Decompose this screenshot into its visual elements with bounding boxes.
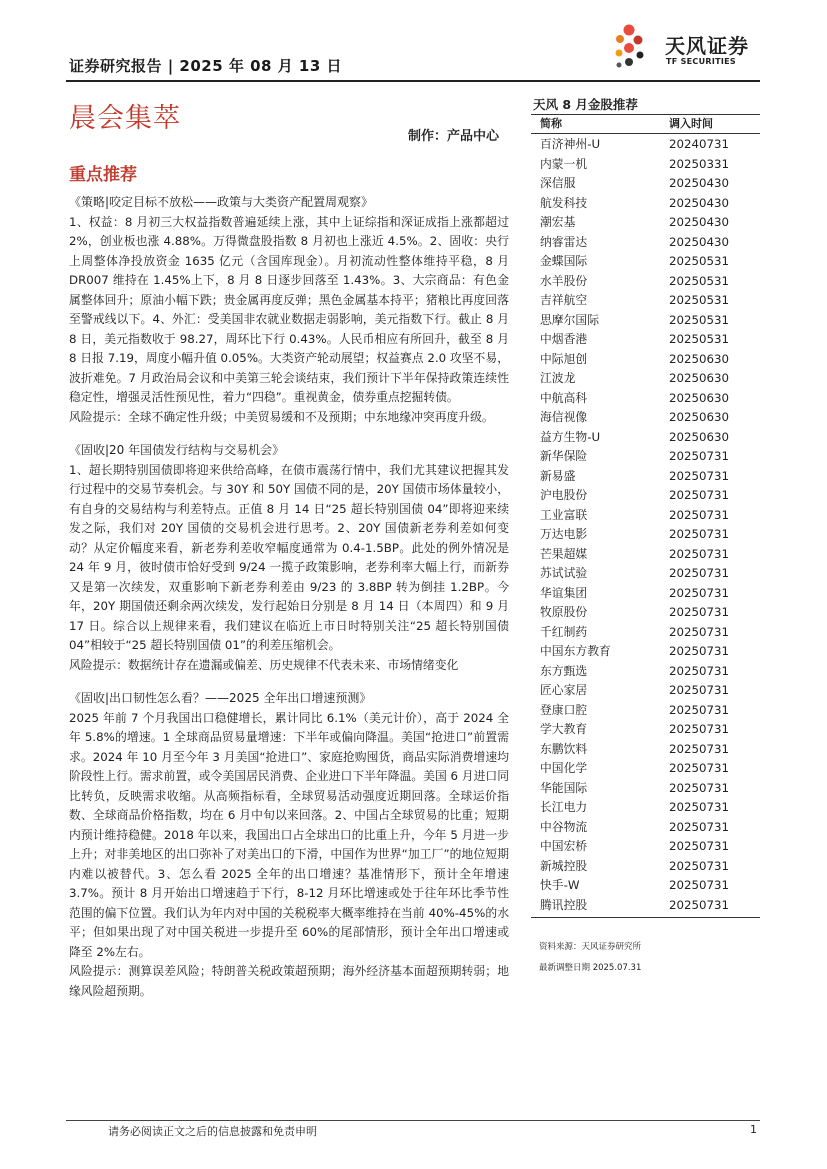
stock-name: 万达电影 bbox=[540, 527, 588, 541]
stock-row bbox=[531, 779, 760, 799]
stock-date: 20250731 bbox=[669, 468, 730, 483]
stock-date: 20250731 bbox=[669, 722, 730, 736]
stock-row bbox=[531, 584, 760, 604]
stock-row bbox=[531, 740, 760, 760]
stock-row bbox=[531, 486, 760, 506]
stock-row bbox=[531, 350, 760, 370]
stock-date: 20250731 bbox=[669, 449, 730, 463]
stock-date: 20250531 bbox=[669, 293, 730, 307]
stock-date: 20250731 bbox=[669, 897, 730, 912]
stock-row bbox=[531, 311, 760, 331]
stock-name: 思摩尔国际 bbox=[540, 312, 599, 327]
stock-row bbox=[531, 213, 760, 233]
article-title[interactable]: 《固收|20 年国债发行结构与交易机会》 bbox=[69, 443, 285, 457]
stock-row bbox=[531, 837, 760, 857]
stock-date: 20250731 bbox=[669, 527, 730, 541]
stock-name: 内蒙一机 bbox=[540, 156, 588, 171]
stock-row bbox=[531, 135, 760, 155]
stock-name: 华谊集团 bbox=[540, 585, 588, 600]
stock-date: 20250331 bbox=[669, 156, 730, 171]
stock-date: 20250731 bbox=[669, 624, 730, 639]
stock-name: 中国宏桥 bbox=[540, 839, 588, 853]
stock-name: 新华保险 bbox=[540, 449, 588, 463]
stock-date: 20250731 bbox=[669, 644, 730, 658]
stock-date: 20250731 bbox=[669, 702, 730, 717]
stock-date: 20240731 bbox=[669, 137, 730, 151]
stock-date: 20250531 bbox=[669, 312, 730, 327]
stock-name: 中烟香港 bbox=[540, 332, 588, 346]
stock-name: 苏试试验 bbox=[540, 566, 588, 580]
stock-date: 20250731 bbox=[669, 585, 730, 600]
stock-row bbox=[531, 857, 760, 877]
stock-row bbox=[531, 155, 760, 175]
stock-date: 20250731 bbox=[669, 507, 730, 522]
stock-row bbox=[531, 525, 760, 545]
column-header-name: 简称 bbox=[540, 117, 562, 130]
stock-row bbox=[531, 662, 760, 682]
stock-row bbox=[531, 701, 760, 721]
author-label: 制作：产品中心 bbox=[408, 129, 500, 144]
stock-date: 20250731 bbox=[669, 488, 730, 502]
risk-warning: 风险提示：测算误差风险；特朗普关税政策超预期；海外经济基本面超预期转弱；地缘风险超预期。 bbox=[69, 964, 509, 998]
stock-name: 海信视像 bbox=[540, 410, 588, 424]
main-content bbox=[69, 193, 509, 1015]
stock-row bbox=[531, 506, 760, 526]
stock-date: 20250630 bbox=[669, 351, 730, 366]
stock-row bbox=[531, 389, 760, 409]
stock-date: 20250731 bbox=[669, 663, 730, 678]
stock-picks-sidebar bbox=[531, 96, 760, 918]
stock-date: 20250430 bbox=[669, 215, 730, 229]
stock-name: 江波龙 bbox=[540, 371, 576, 385]
stock-row bbox=[531, 447, 760, 467]
stock-row bbox=[531, 272, 760, 292]
page-number: 1 bbox=[750, 1123, 757, 1136]
stock-date: 20250731 bbox=[669, 878, 730, 892]
stock-row bbox=[531, 818, 760, 838]
stock-date: 20250430 bbox=[669, 234, 730, 249]
disclaimer-text: 请务必阅读正文之后的信息披露和免责申明 bbox=[108, 1125, 317, 1138]
stock-date: 20250731 bbox=[669, 683, 730, 697]
stock-row bbox=[531, 876, 760, 896]
stock-date: 20250731 bbox=[669, 780, 730, 795]
stock-name: 潮宏基 bbox=[540, 215, 576, 229]
stock-row bbox=[531, 623, 760, 643]
stock-date: 20250630 bbox=[669, 429, 730, 444]
stock-date: 20250630 bbox=[669, 390, 730, 405]
stock-row bbox=[531, 252, 760, 272]
stock-row bbox=[531, 408, 760, 428]
stock-name: 千红制药 bbox=[540, 624, 588, 639]
stock-date: 20250430 bbox=[669, 176, 730, 190]
stock-row bbox=[531, 545, 760, 565]
stock-row bbox=[531, 798, 760, 818]
stock-name: 益方生物-U bbox=[540, 429, 601, 444]
stock-row bbox=[531, 603, 760, 623]
page-title: 晨会集萃 bbox=[69, 103, 181, 134]
stock-name: 牧原股份 bbox=[540, 605, 588, 619]
logo-mark-icon bbox=[616, 25, 644, 68]
stock-name: 沪电股份 bbox=[540, 488, 588, 502]
stock-name: 中谷物流 bbox=[540, 819, 588, 834]
stock-row bbox=[531, 759, 760, 779]
stock-date: 20250731 bbox=[669, 800, 730, 814]
stock-name: 东方甄选 bbox=[540, 663, 588, 678]
stock-date: 20250630 bbox=[669, 371, 730, 385]
article-paragraph: 1、权益：8 月初三大权益指数普遍延续上涨，其中上证综指和深证成指上涨都超过 2%，创业板也涨 4.88%。万得微盘股指数 8 月初也上涨近 4.5%。2、固收：央行上周整体净投放资金 1635 亿元（含国库现金）。月初流动性整体维持平稳，8 月 DR007 维持在 1.45%上下，8 月 8 日逐步回落至 1.43%。3、大宗商品：有色金属整体回升；原油小幅下跌；贵金属再度反弹；黑色金属基本持平；猪粮比再度回落至警戒线以下。4、外汇：受美国非农就业数据走弱影响，美元指数下行。截止 8 月 8 日，美元指数收于 98.27，周环比下行 0.43%。人民币相应有所回升，截至 8 月 8 日报 7.19，周度小幅升值 0.05%。大类资产轮动展望；权益赛点 2.0 攻坚不易，波折难免。7 月政治局会议和中美第三轮会谈结束，我们预计下半年保持政策连续性稳定性，增强灵活性预见性，着力“四稳”。重视黄金，债券重点挖掘转债。 bbox=[69, 214, 509, 404]
footer-divider bbox=[66, 1120, 760, 1121]
stock-name: 新城控股 bbox=[540, 858, 588, 873]
stock-row bbox=[531, 291, 760, 311]
stock-name: 腾讯控股 bbox=[540, 897, 588, 912]
stock-row bbox=[531, 681, 760, 701]
stock-name: 工业富联 bbox=[540, 507, 588, 522]
stock-table bbox=[531, 134, 760, 918]
stock-name: 吉祥航空 bbox=[540, 293, 588, 307]
stock-row bbox=[531, 369, 760, 389]
stock-row bbox=[531, 233, 760, 253]
stock-name: 匠心家居 bbox=[540, 683, 588, 697]
sidebar-title: 天风 8 月金股推荐 bbox=[531, 96, 760, 115]
last-updated-note: 最新调整日期 2025.07.31 bbox=[539, 963, 642, 973]
stock-name: 登康口腔 bbox=[540, 702, 588, 717]
stock-name: 长江电力 bbox=[540, 800, 588, 814]
stock-name: 金蝶国际 bbox=[540, 254, 588, 268]
article-paragraph: 1、超长期特别国债即将迎来供给高峰，在债市震荡行情中，我们尤其建议把握其发行过程中的交易节奏机会。与 30Y 和 50Y 国债不同的是，20Y 国债市场体量较小，有自身的交易结构与利差特点。正值 8 月 14 日“25 超长特别国债 04”即将迎来续发之际，我们对 20Y 国债的交易机会进行思考。2、20Y 国债新老券利差如何变动？从定价幅度来看，新老券利差收窄幅度通常为 0.4-1.5BP。此处的例外情况是 24 年 9 月，彼时债市恰好受到 9/24 一揽子政策影响，老券利率大幅上行，而新券又是第一次续发，双重影响下新老券利差由 9/23 的 3.8BP 转为倒挂 1.2BP。今年，20Y 期国债还剩余两次续发，发行起始日分别是 8 月 14 日（本周四）和 9 月 17 日。综合以上规律来看，我们建议在临近上市日时特别关注“25 超长特别国债 04”相较于“25 超长特别国债 01”的利差压缩机会。 bbox=[69, 462, 509, 652]
stock-row bbox=[531, 564, 760, 584]
stock-date: 20250731 bbox=[669, 858, 730, 873]
stock-name: 中国化学 bbox=[540, 761, 588, 775]
stock-date: 20250731 bbox=[669, 741, 730, 756]
stock-date: 20250731 bbox=[669, 839, 730, 853]
stock-name: 学大教育 bbox=[540, 722, 588, 736]
report-header-label: 证券研究报告 | 2025 年 08 月 13 日 bbox=[69, 57, 343, 75]
risk-warning: 风险提示：全球不确定性升级；中美贸易缓和不及预期；中东地缘冲突再度升级。 bbox=[69, 409, 494, 424]
risk-warning: 风险提示：数据统计存在遗漏或偏差、历史规律不代表未来、市场情绪变化 bbox=[69, 657, 459, 672]
stock-row bbox=[531, 896, 760, 916]
stock-date: 20250531 bbox=[669, 332, 730, 346]
stock-table-header bbox=[531, 115, 760, 134]
stock-date: 20250630 bbox=[669, 410, 730, 424]
stock-row bbox=[531, 467, 760, 487]
stock-name: 深信服 bbox=[540, 176, 576, 190]
stock-name: 航发科技 bbox=[540, 195, 588, 210]
stock-name: 华能国际 bbox=[540, 780, 588, 795]
article-strategy bbox=[69, 193, 509, 427]
header-divider bbox=[66, 80, 760, 82]
stock-name: 芒果超媒 bbox=[540, 546, 588, 561]
stock-date: 20250430 bbox=[669, 195, 730, 210]
stock-date: 20250531 bbox=[669, 254, 730, 268]
article-fixed-income-bonds bbox=[69, 441, 509, 675]
stock-row bbox=[531, 330, 760, 350]
stock-date: 20250731 bbox=[669, 546, 730, 561]
article-title[interactable]: 《策略|咬定目标不放松——政策与大类资产配置周观察》 bbox=[69, 195, 374, 209]
stock-date: 20250531 bbox=[669, 273, 730, 288]
stock-name: 中际旭创 bbox=[540, 351, 588, 366]
stock-name: 新易盛 bbox=[540, 468, 576, 483]
stock-date: 20250731 bbox=[669, 819, 730, 834]
stock-name: 快手-W bbox=[540, 878, 580, 892]
data-source-note: 资料来源：天风证券研究所 bbox=[539, 942, 642, 952]
logo-text: 天风证券 bbox=[665, 34, 749, 58]
stock-date: 20250731 bbox=[669, 605, 730, 619]
stock-date: 20250731 bbox=[669, 761, 730, 775]
stock-name: 东鹏饮料 bbox=[540, 741, 588, 756]
article-fixed-income-exports bbox=[69, 689, 509, 1001]
stock-date: 20250731 bbox=[669, 566, 730, 580]
stock-row bbox=[531, 428, 760, 448]
stock-row bbox=[531, 642, 760, 662]
column-header-date: 调入时间 bbox=[669, 117, 713, 130]
stock-name: 纳睿雷达 bbox=[540, 234, 588, 249]
logo-subtext: TF SECURITIES bbox=[666, 57, 736, 66]
section-title: 重点推荐 bbox=[69, 165, 137, 185]
stock-row bbox=[531, 194, 760, 214]
stock-row bbox=[531, 174, 760, 194]
stock-name: 水羊股份 bbox=[540, 273, 588, 288]
stock-row bbox=[531, 720, 760, 740]
article-paragraph: 2025 年前 7 个月我国出口稳健增长，累计同比 6.1%（美元计价），高于 2024 全年 5.8%的增速。1 全球商品贸易量增速：下半年或偏向降温。美国“抢进口”前置需求。2024 年 10 月至今年 3 月美国“抢进口”、家庭抢购囤货，商品实际消费增速均阶段性上行。需求前置，或令美国居民消费、企业进口下半年降温。美国 6 月进口同比转负，反映需求收缩。从高频指标看，全球贸易活动强度近期回落。全球运价指数、全球商品价格指数，均在 6 月中旬以来回落。2、中国占全球贸易的比重；短期内预计维持稳健。2018 年以来，我国出口占全球出口的比重上升，今年 5 月进一步上升；对非美地区的出口弥补了对美出口的下滑，中国作为世界“加工厂”的地位短期内难以被替代。3、怎么看 2025 全年的出口增速？基准情形下，预计全年增速 3.7%。预计 8 月开始出口增速趋于下行，8-12 月环比增速或处于往年环比季节性范围的偏下位置。我们认为年内对中国的关税税率大概率维持在当前 40%-45%的水平；但如果出现了对中国关税进一步提升至 60%的尾部情形，预计全年出口增速或降至 2%左右。 bbox=[69, 710, 509, 959]
stock-name: 中航高科 bbox=[540, 390, 588, 405]
article-title[interactable]: 《固收|出口韧性怎么看？——2025 全年出口增速预测》 bbox=[69, 691, 372, 705]
stock-name: 中国东方教育 bbox=[540, 644, 611, 658]
stock-name: 百济神州-U bbox=[540, 137, 601, 151]
